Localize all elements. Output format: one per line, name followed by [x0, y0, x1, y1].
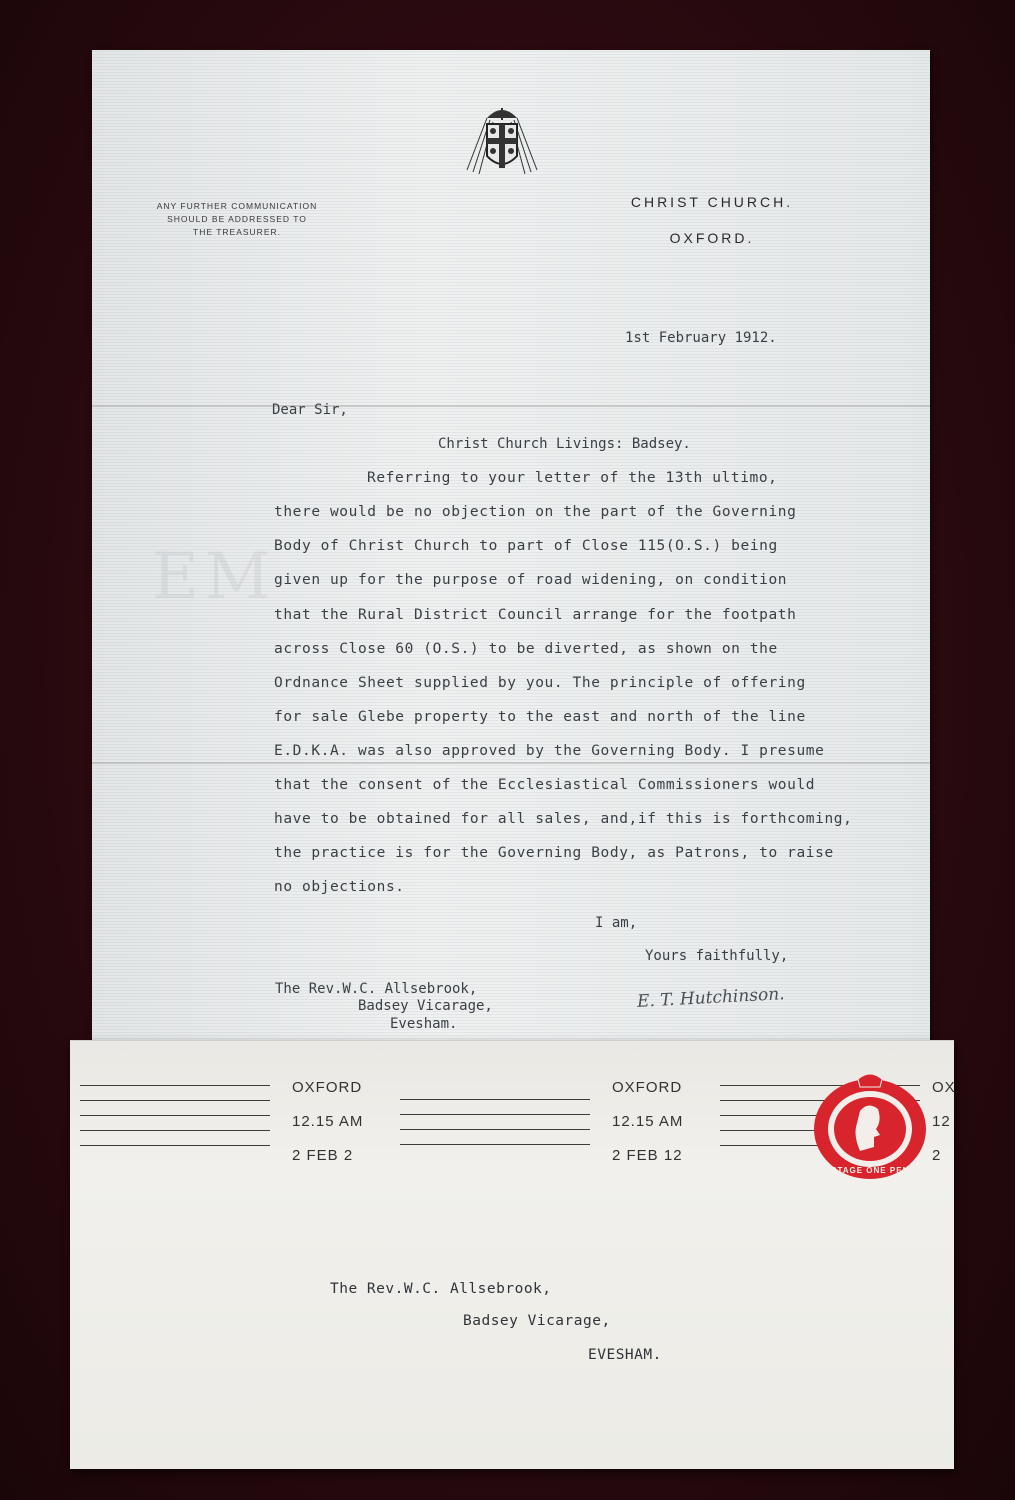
body-line: given up for the purpose of road widening, on condition — [274, 572, 788, 588]
envelope — [70, 1040, 954, 1469]
postmark: OXFORD 12.15 AM 2 FEB 2 — [292, 1079, 364, 1164]
watermark: EM — [152, 540, 277, 614]
signature: E. T. Hutchinson. — [636, 984, 786, 1012]
stamp-text: POSTAGE ONE PENNY — [817, 1166, 923, 1175]
body-line: have to be obtained for all sales, and,if this is forthcoming, — [274, 811, 853, 827]
body-line: for sale Glebe property to the east and north of the line — [274, 709, 806, 725]
envelope-address-town: EVESHAM. — [588, 1347, 662, 1363]
body-line: there would be no objection on the part of the Governing — [274, 504, 797, 520]
cancellation-lines — [400, 1099, 590, 1159]
fold-line — [92, 405, 930, 407]
body-line: Ordnance Sheet supplied by you. The principle of offering — [274, 675, 806, 691]
postmark: OXFORD 12.15 AM 2 FEB 12 — [612, 1079, 684, 1164]
body-line: that the consent of the Ecclesiastical Commissioners would — [274, 777, 816, 793]
recipient-town: Evesham. — [390, 1016, 458, 1032]
body-line: the practice is for the Governing Body, as Patrons, to raise — [274, 845, 834, 861]
body-line: Body of Christ Church to part of Close 115(O.S.) being — [274, 538, 778, 554]
body-line: Referring to your letter of the 13th ultimo, — [367, 470, 778, 486]
letterhead-institution: CHRIST CHURCH. OXFORD. — [592, 184, 832, 256]
recipient-street: Badsey Vicarage, — [358, 998, 493, 1014]
letter-sheet — [92, 50, 930, 1060]
letterhead-city: OXFORD. — [669, 230, 755, 246]
closing-yours: Yours faithfully, — [645, 948, 789, 964]
cancellation-lines — [80, 1085, 270, 1160]
postmark: OX 12 2 — [932, 1079, 956, 1164]
postage-stamp-icon — [810, 1071, 930, 1181]
salutation: Dear Sir, — [272, 402, 348, 418]
closing-i-am: I am, — [595, 915, 638, 931]
subject-line: Christ Church Livings: Badsey. — [438, 436, 691, 452]
body-line: no objections. — [274, 879, 405, 895]
recipient-name: The Rev.W.C. Allsebrook, — [275, 981, 478, 997]
body-line: across Close 60 (O.S.) to be diverted, as shown on the — [274, 641, 778, 657]
crest-icon — [457, 100, 547, 180]
body-line: that the Rural District Council arrange for the footpath — [274, 607, 797, 623]
envelope-address-street: Badsey Vicarage, — [463, 1313, 611, 1329]
letterhead-note: ANY FURTHER COMMUNICATION SHOULD BE ADDRESSED TO THE TREASURER. — [156, 201, 318, 237]
envelope-address-name: The Rev.W.C. Allsebrook, — [330, 1281, 552, 1297]
fold-line — [92, 762, 930, 764]
body-line: E.D.K.A. was also approved by the Governing Body. I presume — [274, 743, 825, 759]
letter-date: 1st February 1912. — [625, 330, 777, 346]
